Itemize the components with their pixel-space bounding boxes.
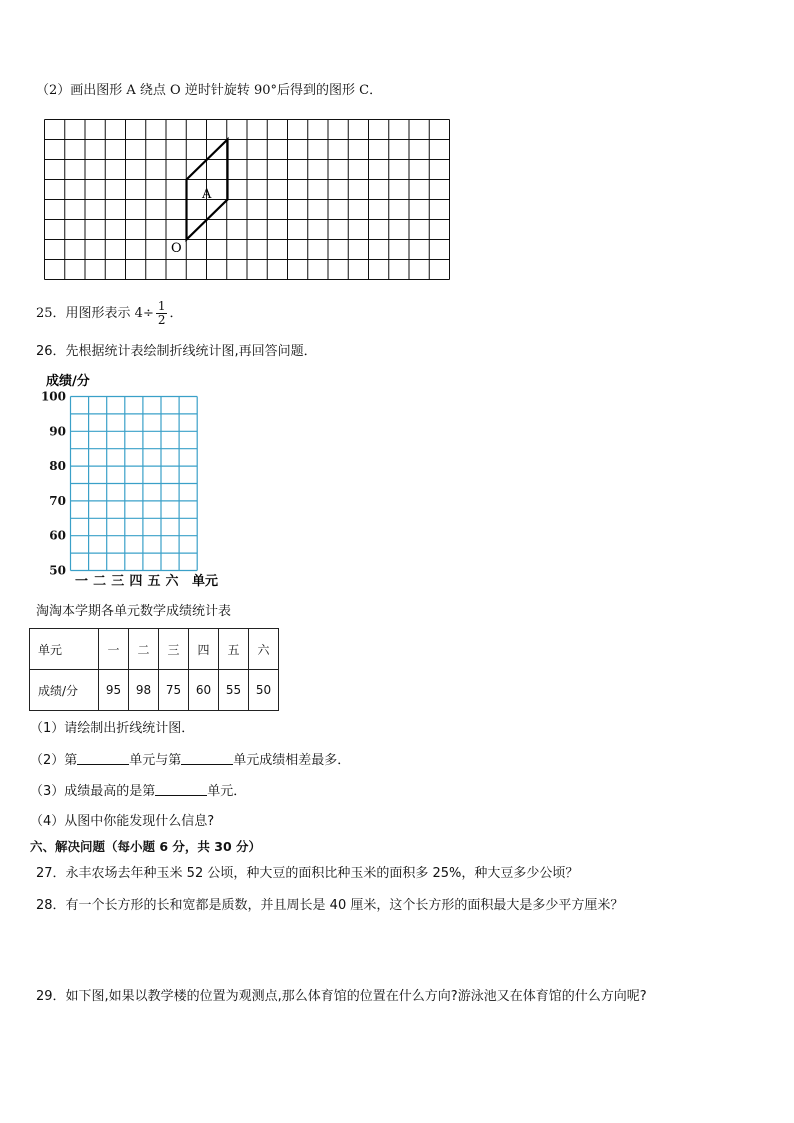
table-unit-1: 一 [99, 629, 129, 670]
table-unit-4: 四 [189, 629, 219, 670]
table-row-units [30, 629, 279, 670]
chart-x-tick-label: 三 [111, 574, 125, 589]
shape-a-label: A [202, 187, 212, 202]
q26-sub1: （1）请绘制出折线统计图． [30, 721, 195, 736]
q25-prefix: 25．用图形表示 4÷ [36, 306, 154, 321]
q26-sub3-part-a: （3）成绩最高的是第 [30, 784, 156, 799]
chart-y-tick-label: 90 [49, 424, 66, 439]
fraction-numerator: 1 [157, 299, 166, 313]
q26-sub3-part-b: 单元． [207, 784, 247, 799]
q26-sub2 [30, 752, 350, 769]
answer-blank[interactable] [181, 752, 233, 765]
q26-sub2-part-a: （2）第 [30, 753, 78, 768]
chart-x-tick-label: 二 [93, 574, 107, 589]
chart-y-tick-label: 60 [49, 528, 66, 543]
answer-blank[interactable] [77, 752, 129, 765]
q27-text: 27．永丰农场去年种玉米 52 公顷，种大豆的面积比种玉米的面积多 25%，种大豆多少公顷？ [36, 866, 579, 881]
chart-y-axis-label: 成绩/分 [46, 374, 90, 389]
fraction [156, 300, 168, 327]
point-o-label: O [171, 241, 182, 256]
table-unit-3: 三 [159, 629, 189, 670]
q26-sub3 [30, 783, 246, 800]
table-head-units: 单元 [30, 629, 99, 670]
table-unit-5: 五 [219, 629, 249, 670]
table-unit-6: 六 [249, 629, 279, 670]
q26-sub2-part-c: 单元成绩相差最多． [233, 753, 351, 768]
chart-x-tick-label: 六 [165, 574, 179, 589]
q28-text: 28．有一个长方形的长和宽都是质数，并且周长是 40 厘米，这个长方形的面积最大是多少平方厘米？ [36, 898, 624, 913]
chart-x-axis-label: 单元 [192, 574, 219, 589]
section6-title: 六、解决问题（每小题 6 分，共 30 分） [30, 839, 262, 854]
chart-y-tick-label: 50 [49, 563, 66, 578]
score-table [29, 628, 279, 711]
table-row-scores [30, 670, 279, 711]
table-score-6: 50 [249, 670, 279, 711]
q26-intro: 26．先根据统计表绘制折线统计图,再回答问题． [36, 344, 317, 359]
fraction-denominator: 2 [157, 313, 166, 327]
q26-sub2-part-b: 单元与第 [129, 753, 182, 768]
answer-blank[interactable] [155, 783, 207, 796]
q25-text [36, 299, 183, 329]
chart-x-tick-label: 五 [147, 574, 161, 589]
table-score-5: 55 [219, 670, 249, 711]
rotation-grid [40, 115, 450, 287]
table-title: 淘淘本学期各单元数学成绩统计表 [36, 604, 232, 619]
q25-suffix: ． [169, 306, 183, 321]
table-unit-2: 二 [129, 629, 159, 670]
q29-text: 29．如下图,如果以教学楼的位置为观测点,那么体育馆的位置在什么方向?游泳池又在体育馆的什么方向呢? [36, 989, 647, 1004]
q26-sub4: （4）从图中你能发现什么信息? [30, 814, 215, 829]
line-chart-grid [40, 370, 240, 592]
q24-part2-text: （2）画出图形 A 绕点 O 逆时针旋转 90°后得到的图形 C． [36, 83, 383, 98]
table-head-scores: 成绩/分 [30, 670, 99, 711]
chart-y-tick-label: 70 [49, 493, 66, 508]
table-score-3: 75 [159, 670, 189, 711]
chart-x-tick-label: 一 [75, 574, 89, 589]
chart-y-tick-label: 100 [40, 389, 66, 404]
chart-x-tick-label: 四 [129, 574, 143, 589]
table-score-4: 60 [189, 670, 219, 711]
chart-y-tick-label: 80 [49, 459, 66, 474]
table-score-2: 98 [129, 670, 159, 711]
table-score-1: 95 [99, 670, 129, 711]
